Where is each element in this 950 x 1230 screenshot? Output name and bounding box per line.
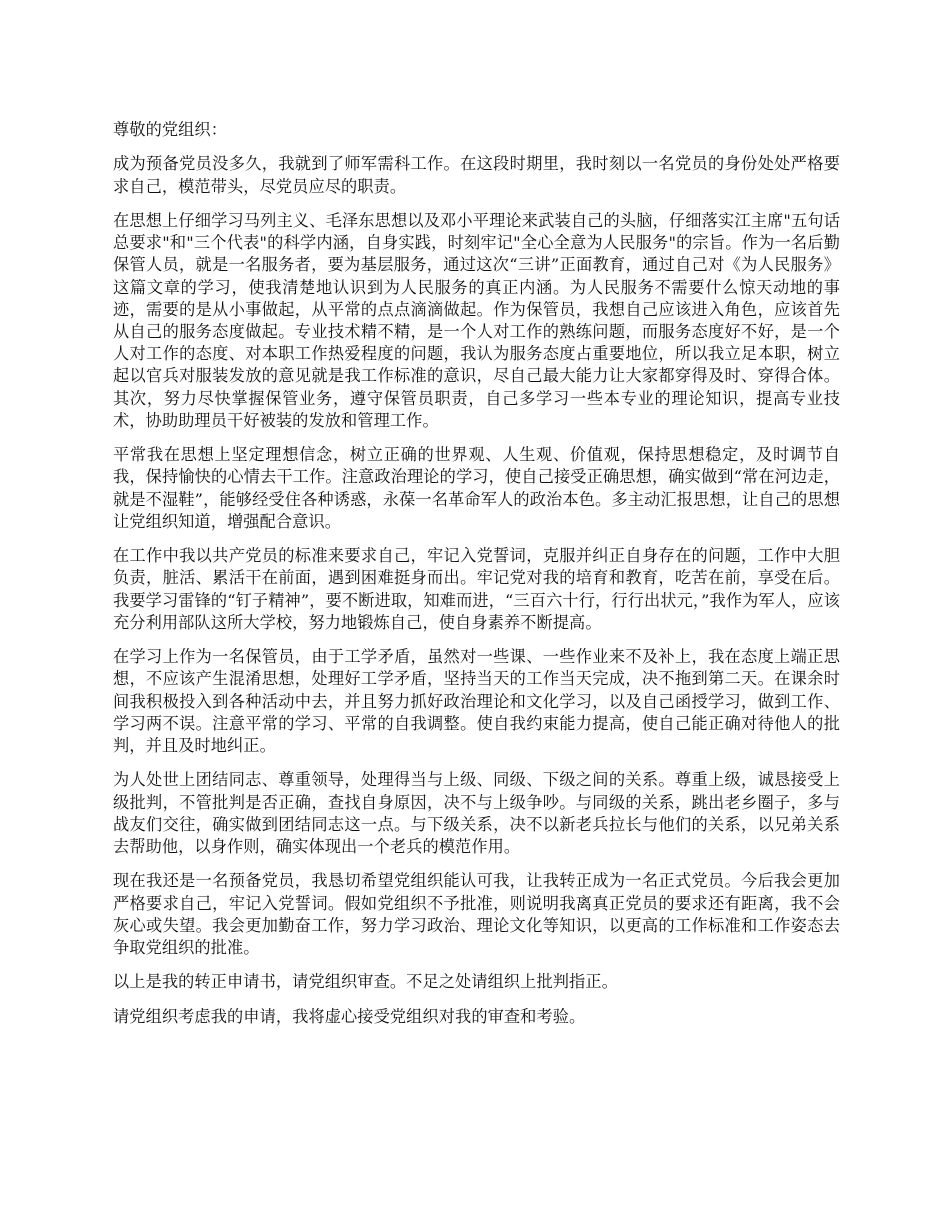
- paragraph-4: 在工作中我以共产党员的标准来要求自己，牢记入党誓词，克服并纠正自身存在的问题，工作中大胆负责，脏活、累活干在前面，遇到困难挺身而出。牢记党对我的培育和教育，吃苦在前，享受在后。我要学习雷锋的“钉子精神”，要不断进取，知难而进，“三百六十行，行行出状元，”我作为军人，应该充分利用部队这所大学校，努力地锻炼自己，使自身素养不断提高。: [113, 546, 840, 632]
- paragraph-1: 成为预备党员没多久，我就到了师军需科工作。在这段时期里，我时刻以一名党员的身份处处严格要求自己，模范带头，尽党员应尽的职责。: [113, 154, 840, 196]
- paragraph-8: 以上是我的转正申请书，请党组织审查。不足之处请组织上批判指正。: [113, 972, 618, 992]
- paragraph-9: 请党组织考虑我的申请，我将虚心接受党组织对我的审查和考验。: [113, 1006, 586, 1026]
- paragraph-6: 为人处世上团结同志、尊重领导，处理得当与上级、同级、下级之间的关系。尊重上级，诚恳接受上级批判，不管批判是否正确，查找自身原因，决不与上级争吵。与同级的关系，跳出老乡圈子，多与战友们交往，确实做到团结同志这一点。与下级关系，决不以新老兵拉长与他们的关系，以兄弟关系去帮助他，以身作则，确实体现出一个老兵的模范作用。: [113, 770, 840, 857]
- paragraph-2: 在思想上仔细学习马列主义、毛泽东思想以及邓小平理论来武装自己的头脑，仔细落实江主席"五句话总要求"和"三个代表"的科学内涵，自身实践，时刻牢记"全心全意为人民服务"的宗旨。作为一名后勤保管人员，就是一名服务者，要为基层服务，通过这次“三讲”正面教育，通过自己对《为人民服务》这篇文章的学习，使我清楚地认识到为人民服务的真正内涵。为人民服务不需要什么惊天动地的事迹，需要的是从小事做起，从平常的点点滴滴做起。作为保管员，我想自己应该进入角色，应该首先从自己的服务态度做起。专业技术精不精，是一个人对工作的熟练问题，而服务态度好不好，是一个人对工作的态度、对本职工作热爱程度的问题，我认为服务态度占重要地位，所以我立足本职，树立起以官兵对服装发放的意见就是我工作标准的意识，尽自己最大能力让大家都穿得及时、穿得合体。其次，努力尽快掌握保管业务，遵守保管员职责，自己多学习一些本专业的理论知识，提高专业技术，协助助理员干好被装的发放和管理工作。: [113, 210, 840, 430]
- salutation: 尊敬的党组织：: [113, 120, 228, 139]
- paragraph-3: 平常我在思想上坚定理想信念，树立正确的世界观、人生观、价值观，保持思想稳定，及时调节自我，保持愉快的心情去干工作。注意政治理论的学习，使自己接受正确思想，确实做到“常在河边走，就是不湿鞋”，能够经受住各种诱惑，永葆一名革命军人的政治本色。多主动汇报思想，让自己的思想让党组织知道，增强配合意识。: [113, 445, 840, 531]
- document-body: [113, 119, 840, 1040]
- paragraph-5: 在学习上作为一名保管员，由于工学矛盾，虽然对一些课、一些作业来不及补上，我在态度上端正思想，不应该产生混淆思想，处理好工学矛盾，坚持当天的工作当天完成，决不拖到第二天。在课余时间我积极投入到各种活动中去，并且努力抓好政治理论和文化学习，以及自己函授学习，做到工作、学习两不误。注意平常的学习、平常的自我调整。使自我约束能力提高，使自己能正确对待他人的批判，并且及时地纠正。: [113, 647, 840, 756]
- paragraph-7: 现在我还是一名预备党员，我恳切希望党组织能认可我，让我转正成为一名正式党员。今后我会更加严格要求自己，牢记入党誓词。假如党组织不予批准，则说明我离真正党员的要求还有距离，我不会灰心或失望。我会更加勤奋工作，努力学习政治、理论文化等知识，以更高的工作标准和工作姿态去争取党组织的批准。: [113, 871, 840, 958]
